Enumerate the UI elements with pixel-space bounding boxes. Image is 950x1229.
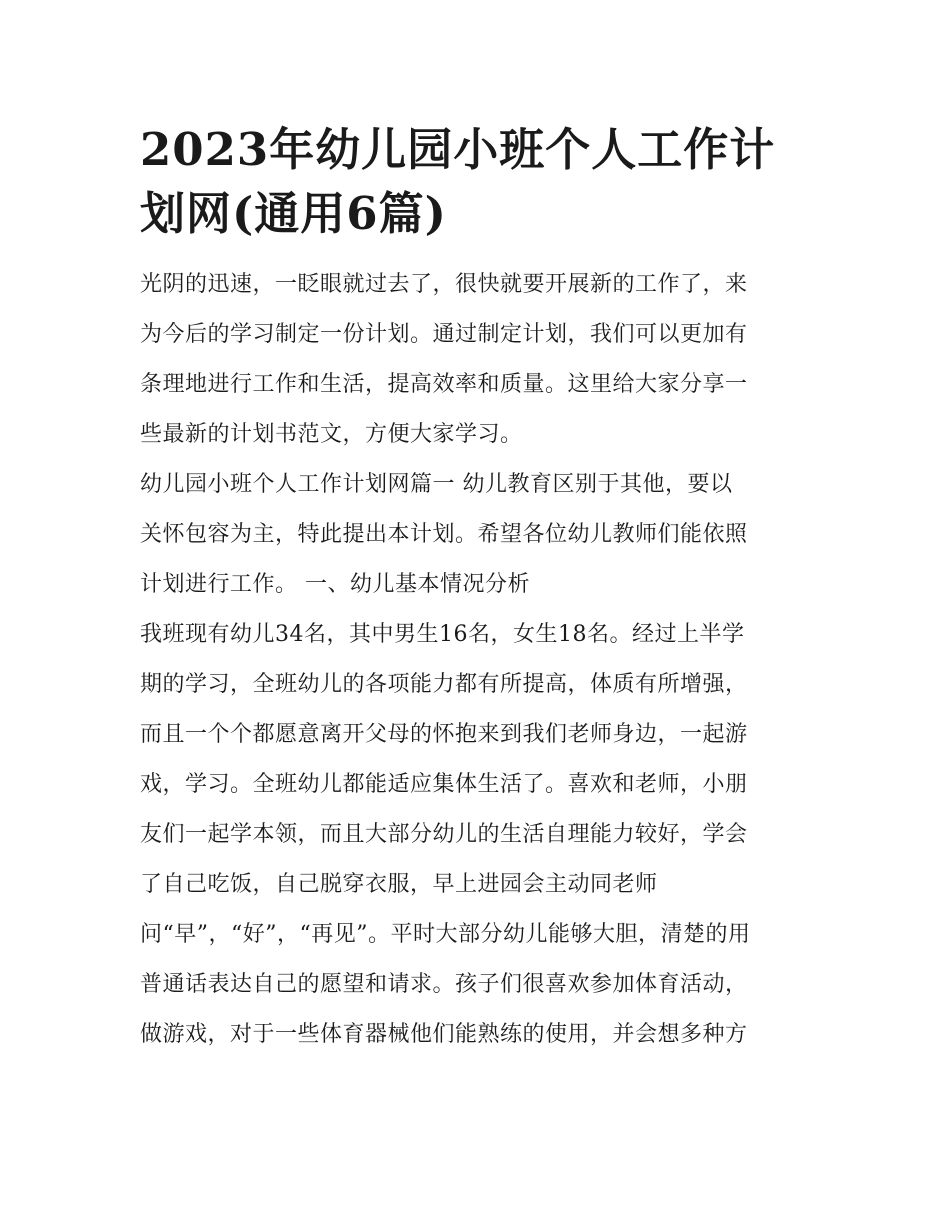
text-line: 期的学习，全班幼儿的各项能力都有所提高，体质有所增强， xyxy=(140,672,748,697)
text-line: 戏，学习。全班幼儿都能适应集体生活了。喜欢和老师，小朋 xyxy=(140,772,748,797)
title-line: 2023年幼儿园小班个人工作计 xyxy=(140,123,776,176)
document-title xyxy=(140,118,812,246)
text-line: 幼儿园小班个人工作计划网篇一 幼儿教育区别于其他，要以 xyxy=(140,472,733,497)
text-line: 问“早”，“好”，“再见”。平时大部分幼儿能够大胆，清楚的用 xyxy=(140,922,751,947)
text-line: 做游戏，对于一些体育器械他们能熟练的使用，并会想多种方 xyxy=(140,1022,748,1047)
text-line: 为今后的学习制定一份计划。通过制定计划，我们可以更加有 xyxy=(140,322,748,347)
class-analysis-paragraph xyxy=(140,610,812,910)
text-line: 光阴的迅速，一眨眼就过去了，很快就要开展新的工作了，来 xyxy=(140,272,748,297)
text-line: 条理地进行工作和生活，提高效率和质量。这里给大家分享一 xyxy=(140,372,748,397)
continuation-paragraph xyxy=(140,910,812,1060)
document-page xyxy=(140,118,812,1060)
text-line: 计划进行工作。 一、幼儿基本情况分析 xyxy=(140,572,530,597)
section-one-paragraph xyxy=(140,460,812,610)
text-line: 友们一起学本领，而且大部分幼儿的生活自理能力较好，学会 xyxy=(140,822,748,847)
text-line: 些最新的计划书范文，方便大家学习。 xyxy=(140,422,523,447)
text-line: 了自己吃饭，自己脱穿衣服，早上进园会主动同老师 xyxy=(140,872,658,897)
text-line: 关怀包容为主，特此提出本计划。希望各位幼儿教师们能依照 xyxy=(140,522,748,547)
text-line: 我班现有幼儿34名，其中男生16名，女生18名。经过上半学 xyxy=(140,622,745,647)
title-line: 划网(通用6篇) xyxy=(140,187,447,240)
text-line: 普通话表达自己的愿望和请求。孩子们很喜欢参加体育活动， xyxy=(140,972,748,997)
intro-paragraph xyxy=(140,260,812,460)
text-line: 而且一个个都愿意离开父母的怀抱来到我们老师身边，一起游 xyxy=(140,722,748,747)
